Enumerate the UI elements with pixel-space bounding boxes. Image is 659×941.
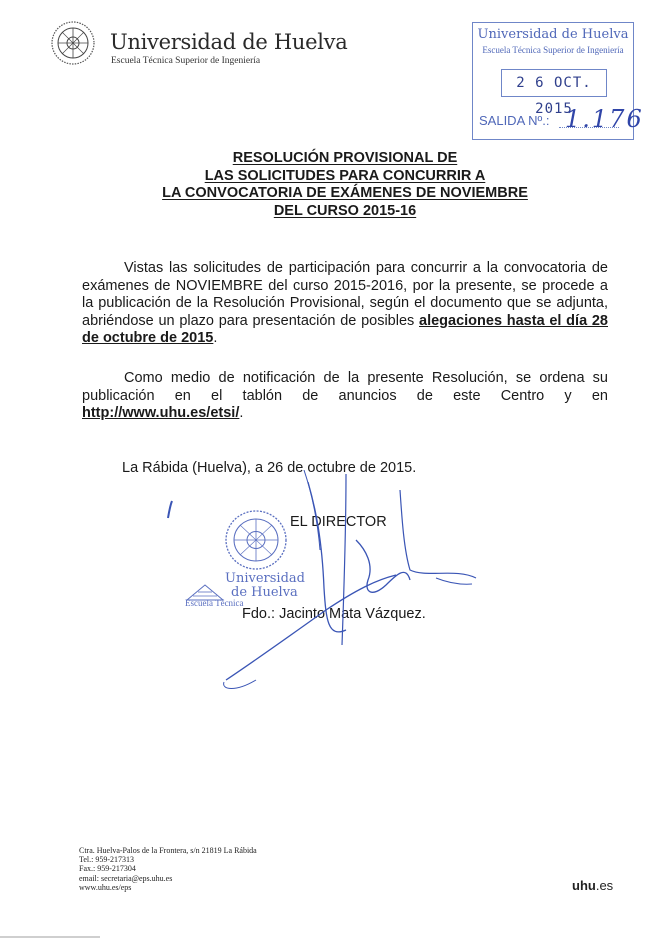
title-line: LAS SOLICITUDES PARA CONCURRIR A	[204, 167, 486, 184]
title-line: RESOLUCIÓN PROVISIONAL DE	[232, 150, 458, 166]
school-name: Escuela Técnica Superior de Ingeniería	[111, 56, 261, 66]
university-name: Universidad de Huelva	[110, 30, 348, 54]
ink-mark	[164, 500, 176, 520]
title-line: LA CONVOCATORIA DE EXÁMENES DE NOVIEMBRE	[162, 185, 528, 201]
paragraph-end: .	[239, 405, 244, 421]
stamp-date: 2 6 OCT. 2015	[501, 69, 607, 97]
seal-school: Escuela Técnica	[185, 598, 244, 608]
title-line: DEL CURSO 2015-16	[273, 202, 417, 219]
university-seal-icon	[50, 20, 96, 66]
stamp-university: Universidad de Huelva	[477, 27, 629, 42]
footer-address: Ctra. Huelva-Palos de la Frontera, s/n 21819 La Rábida	[79, 846, 257, 855]
place-date: La Rábida (Huelva), a 26 de octubre de 2015.	[122, 460, 417, 476]
handwritten-signature	[196, 470, 546, 700]
footer-tel: Tel.: 959-217313	[79, 855, 134, 865]
stamp-salida-label: SALIDA Nº.:	[479, 113, 550, 128]
paragraph-notification	[82, 370, 608, 423]
registry-stamp	[472, 22, 644, 140]
footer-email: email: secretaria@eps.uhu.es	[79, 873, 173, 883]
stamp-salida-number: 1.176	[565, 105, 644, 133]
uhu-logo	[572, 878, 613, 893]
footer-fax: Fax.: 959-217304	[79, 864, 136, 874]
seal-university-line: Universidad	[225, 571, 305, 586]
signatory-name: Fdo.: Jacinto Mata Vázquez.	[242, 606, 426, 622]
seal-university-line: de Huelva	[231, 585, 298, 600]
logo-rest: .es	[595, 878, 614, 893]
alegaciones-deadline: alegaciones hasta el día 28 de octubre de 2015	[82, 312, 608, 346]
resolution-title	[100, 150, 590, 220]
logo-bold: uhu	[572, 878, 596, 893]
stamp-school: Escuela Técnica Superior de Ingeniería	[482, 45, 624, 55]
paragraph-text: Como medio de notificación de la presente Resolución, se ordena su publicación en el tablón de anuncios de este Centro y en	[82, 370, 608, 404]
scan-edge-divider	[0, 936, 100, 938]
paragraph-resolution	[82, 260, 608, 348]
paragraph-text: Vistas las solicitudes de participación para concurrir a la convocatoria de exámenes de NOVIEMBRE del curso 2015-2016, por la presente, se procede a la publicación de la Resolución Provisional, según el documento que se adjunta, abriéndose un plazo para presentación de posibles	[82, 260, 608, 329]
footer-web: www.uhu.es/eps	[79, 882, 132, 892]
director-title: EL DIRECTOR	[290, 514, 387, 530]
etsi-link[interactable]: http://www.uhu.es/etsi/	[82, 405, 240, 421]
paragraph-end: .	[213, 330, 218, 346]
footer-contact	[79, 846, 257, 892]
